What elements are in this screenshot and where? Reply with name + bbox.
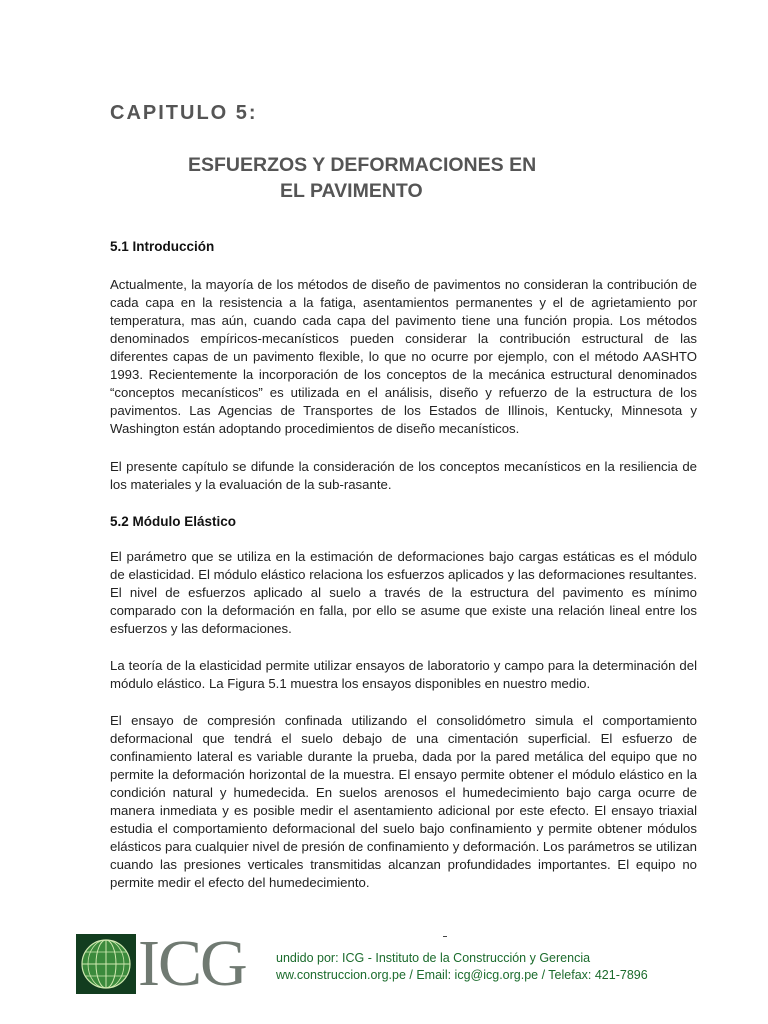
- globe-logo-icon: [76, 934, 136, 994]
- icg-logo-text: ICG: [138, 927, 246, 1000]
- footer-line-2: ww.construccion.org.pe / Email: icg@icg.org.pe / Telefax: 421-7896: [276, 968, 648, 982]
- chapter-title-line-1: ESFUERZOS Y DEFORMACIONES EN: [188, 154, 537, 176]
- footer: [76, 927, 696, 1000]
- chapter-title: [110, 152, 670, 204]
- paragraph-modulo-2: La teoría de la elasticidad permite utilizar ensayos de laboratorio y campo para la determinación del módulo elástico. La Figura 5.1 muestra los ensayos disponibles en nuestro medio.: [110, 658, 697, 691]
- paragraph-modulo-3: El ensayo de compresión confinada utilizando el consolidómetro simula el comportamiento deformacional que tendrá el suelo debajo de una cimentación superficial. El esfuerzo de confinamiento lateral es variable durante la prueba, dada por la pared metálica del equipo que no permite la deformación horizontal de la muestra. El ensayo permite obtener el módulo elástico en la condición natural y humedecida. En suelos arenosos el humedecimiento bajo carga ocurre de manera inmediata y es posible medir el asentamiento adicional por este efecto. El ensayo triaxial estudia el comportamiento deformacional del suelo bajo confinamiento y permite obtener módulos elásticos para cualquier nivel de presión de confinamiento y deformación. Los parámetros se utilizan cuando las presiones verticales transmitidas alcanzan profundidades importantes. El equipo no permite medir el efecto del humedecimiento.: [110, 713, 697, 890]
- section-heading-modulo-elastico: 5.2 Módulo Elástico: [110, 514, 237, 529]
- footer-line-1: undido por: ICG - Instituto de la Construcción y Gerencia: [276, 950, 648, 967]
- paragraph-intro-2: El presente capítulo se difunde la consideración de los conceptos mecanísticos en la resiliencia de los materiales y la evaluación de la sub-rasante.: [110, 459, 697, 492]
- paragraph-intro-1: Actualmente, la mayoría de los métodos de diseño de pavimentos no consideran la contribución de cada capa en la resistencia a la fatiga, asentamientos permanentes y el de agrietamiento por temperatura, mas aún, cuando cada capa del pavimento tiene una función propia. Los métodos denominados empíricos-mecanísticos pueden considerar la contribución estructural de las diferentes capas de un pavimento flexible, lo que no ocurre por ejemplo, con el método AASHTO 1993. Recientemente la incorporación de los conceptos de la mecánica estructural denominados “conceptos mecanísticos” es utilizada en el análisis, diseño y refuerzo de la estructura de los pavimentos. Las Agencias de Transportes de los Estados de Illinois, Kentucky, Minnesota y Washington están adoptando procedimientos de diseño mecanísticos.: [110, 277, 697, 436]
- footer-info: [276, 950, 648, 984]
- chapter-title-line-2: EL PAVIMENTO: [280, 180, 423, 202]
- section-heading-introduccion: 5.1 Introducción: [110, 239, 215, 254]
- paragraph-modulo-1: El parámetro que se utiliza en la estimación de deformaciones bajo cargas estáticas es el módulo de elasticidad. El módulo elástico relaciona los esfuerzos aplicados y las deformaciones resultantes. El nivel de esfuerzos aplicado al suelo a través de la estructura del pavimento es mínimo comparado con la deformación en falla, por ello se asume que existe una relación lineal entre los esfuerzos y las deformaciones.: [110, 549, 697, 636]
- chapter-label: CAPITULO 5:: [110, 102, 258, 124]
